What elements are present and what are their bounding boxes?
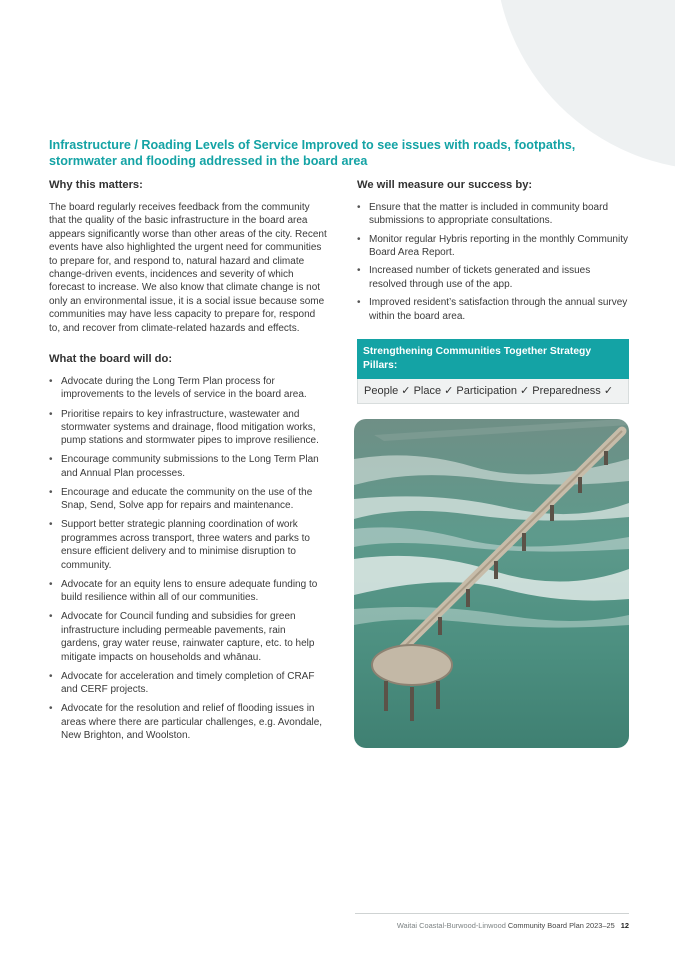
list-item: • Monitor regular Hybris reporting in the monthly Community Board Area Report.	[357, 233, 629, 260]
board-will-do-title: What the board will do:	[49, 353, 173, 366]
list-item: • Advocate for an equity lens to ensure adequate funding to build resilience within all of our communities.	[49, 578, 327, 605]
left-column	[49, 178, 327, 748]
footer-rule	[355, 913, 629, 914]
page-number: 12	[620, 921, 629, 930]
list-item: • Increased number of tickets generated and issues resolved through use of the app.	[357, 264, 629, 291]
list-item: • Advocate for acceleration and timely completion of CRAF and CERF projects.	[49, 670, 327, 697]
footer-area: Waitai Coastal-Burwood-Linwood	[396, 921, 506, 930]
measure-success-title: We will measure our success by:	[357, 179, 533, 191]
measure-success-list	[357, 201, 629, 323]
list-item: • Ensure that the matter is included in community board submissions to appropriate consultations.	[357, 201, 629, 228]
why-matters-body: The board regularly receives feedback from the community that the quality of the basic infrastructure in the board area appears significantly worse than other areas of the city. Recent events have also highlighted the urgent need for communities to prepare for, and respond to, natural hazard and climate change-driven events, incidences and severity of which forecast to increase. We also know that climate change is not only an environmental issue, it is a social issue because some communities may have less capacity to prepare for, respond to, and recover from climate-related hazards and effects.	[49, 202, 327, 334]
list-item: • Improved resident’s satisfaction through the annual survey within the board area.	[357, 296, 629, 323]
strategy-pillars-values: People ✓ Place ✓ Participation ✓ Preparedness ✓	[357, 379, 629, 404]
list-item: • Support better strategic planning coordination of work programmes across transport, three waters and parks to ensure efficient delivery and to minimise disruption to community.	[49, 518, 327, 572]
list-item: • Prioritise repairs to key infrastructure, wastewater and stormwater systems and drainage, flood mitigation works, pump stations and stormwater pipes to improve resilience.	[49, 408, 327, 448]
board-will-do-list	[49, 375, 327, 742]
list-item: • Advocate for Council funding and subsidies for green infrastructure including permeable pavements, rain gardens, gray water reuse, rainwater capture, etc. to help mitigate impacts on households and whānau.	[49, 610, 327, 664]
page-heading: Infrastructure / Roading Levels of Service Improved to see issues with roads, footpaths, stormwater and flooding addressed in the board area	[49, 138, 576, 168]
right-column	[357, 178, 629, 404]
list-item: • Encourage and educate the community on the use of the Snap, Send, Solve app for repairs and maintenance.	[49, 486, 327, 513]
page-footer	[397, 921, 629, 930]
list-item: • Advocate for the resolution and relief of flooding issues in areas where there are particular challenges, e.g. Avondale, New Brighton, and Woolston.	[49, 702, 327, 742]
strategy-pillars-box	[357, 339, 629, 404]
why-matters-title: Why this matters:	[49, 179, 143, 191]
list-item: • Advocate during the Long Term Plan process for improvements to the levels of service in the board area.	[49, 375, 327, 402]
strategy-pillars-title: Strengthening Communities Together Strategy Pillars:	[357, 339, 629, 379]
footer-document-title: Community Board Plan 2023–25	[507, 921, 615, 930]
list-item: • Encourage community submissions to the Long Term Plan and Annual Plan processes.	[49, 453, 327, 480]
pier-aerial-photo	[354, 419, 629, 748]
